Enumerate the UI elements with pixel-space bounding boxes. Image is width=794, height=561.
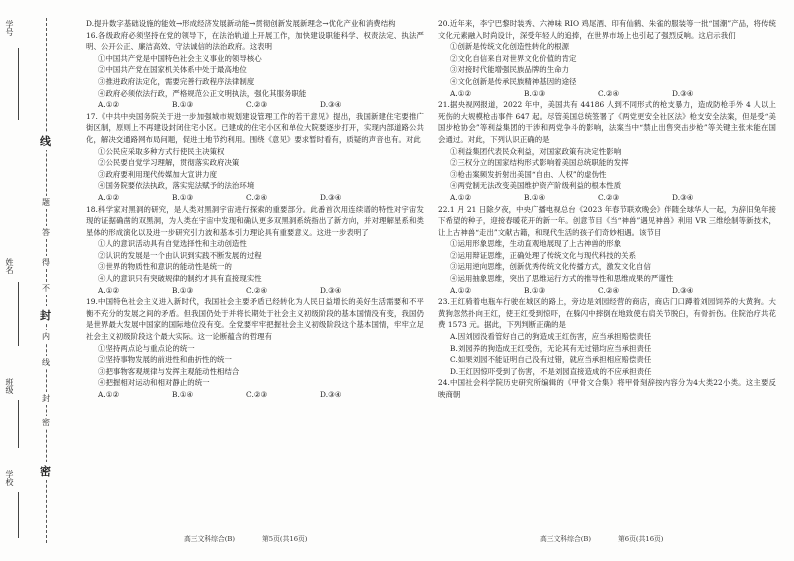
seal-word: 不 bbox=[42, 284, 50, 293]
answer-choice[interactable]: B.①④ bbox=[524, 192, 546, 202]
answer-choice[interactable]: D.③④ bbox=[320, 285, 342, 295]
answer-choice[interactable]: B.①③ bbox=[172, 192, 194, 202]
statement-option: ①坚持两点论与重点论的统一 bbox=[98, 343, 195, 353]
question-text: 24.中国社会科学院历史研究所编辑的《甲骨文合集》将甲骨刻辞按内容分为4大类22小类。这主要反映商朝 bbox=[438, 378, 776, 399]
statement-option: ③枪击案频发折射出美国“自由、人权”的虚伪性 bbox=[450, 169, 607, 179]
statement-option: ①利益集团代表民众利益，对国家政策有决定性影响 bbox=[450, 146, 622, 156]
answer-choice[interactable]: C.②③ bbox=[246, 390, 268, 399]
statement-option: B.刘园养的狗造成王红受伤，无论其有无过错均应当承担责任 bbox=[450, 343, 652, 353]
statement-option: ②公民要自觉学习理解，贯彻落实政府决策 bbox=[98, 158, 240, 168]
statement-option: ②文化自信来自对世界文化价值的肯定 bbox=[450, 53, 577, 63]
answer-choices bbox=[438, 192, 776, 204]
name-label: 姓名 bbox=[5, 258, 14, 274]
statement-option: ①人的意识活动具有自觉选择性和主动创造性 bbox=[98, 239, 247, 249]
answer-choice[interactable]: B.①③ bbox=[172, 285, 194, 295]
answer-choice[interactable]: D.③④ bbox=[672, 88, 694, 98]
answer-choices bbox=[86, 389, 424, 401]
answer-choice[interactable]: D.③④ bbox=[672, 285, 694, 295]
answer-choice[interactable]: C.②③ bbox=[598, 192, 620, 202]
answer-choices bbox=[86, 99, 424, 111]
seal-word: 封 bbox=[42, 394, 50, 403]
answer-choice[interactable]: C.②④ bbox=[598, 285, 620, 295]
answer-choices bbox=[86, 285, 424, 297]
statement-option: ④把握相对运动和相对静止的统一 bbox=[98, 378, 210, 388]
school-blank[interactable] bbox=[18, 492, 19, 538]
seal-word: 内 bbox=[42, 332, 50, 341]
answer-choice[interactable]: A.①② bbox=[450, 192, 472, 202]
answer-choices bbox=[438, 285, 776, 297]
answer-choice[interactable]: A.①② bbox=[98, 192, 120, 202]
seal-word: 得 bbox=[42, 258, 50, 267]
answer-choice[interactable]: D.③④ bbox=[672, 192, 694, 202]
question-text: 22.1 月 21 日除夕夜，中央广播电视总台《2023 年春节联欢晚会》伴随全球华人一起，为辞旧兔年接下希望的种子，迎接春暖花开的新一年。创意节目《当“神兽”遇见神兽》利用 VR 三维绘制等新技术，让上古神兽“走出”文献古籍，和现代生活的孩子们奇妙相遇。该节目 bbox=[438, 204, 776, 237]
answer-choice[interactable]: A.①② bbox=[98, 100, 120, 110]
statement-option: ④两党制无法改变美国维护资产阶级利益的根本性质 bbox=[450, 181, 622, 191]
seal-word: 线 bbox=[42, 358, 50, 367]
statement-option: ②坚持事物发展的前进性和曲折性的统一 bbox=[98, 355, 232, 365]
footer-left-subject: 高三文科综合(B) bbox=[184, 535, 236, 543]
statement-option: ③把事物客观规律与发挥主观能动性相结合 bbox=[98, 366, 240, 376]
statement-option: D.王红因惊吓受到了伤害，不是刘园直接造成的不应承担责任 bbox=[450, 366, 652, 376]
statement-option: ②三权分立的国家结构形式影响着美国总统职能的发挥 bbox=[450, 158, 629, 168]
question-text: 19.中国特色社会主义进入新时代，我国社会主要矛盾已经转化为人民日益增长的美好生活需要和不平衡不充分的发展之间的矛盾。但我国仍处于并将长期处于社会主义初级阶段的基本国情没有变，我国仍是世界最大发展中国家的国际地位没有变。全党要牢牢把握社会主义初级阶段这个基本国情，牢牢立足社会主义初级阶段这个最大实际。这一论断蕴含的哲理有 bbox=[86, 297, 424, 342]
statement-option: ④政府必须依法行政，严格规范公正文明执法，强化其服务职能 bbox=[98, 88, 307, 98]
answer-choice[interactable]: D.③④ bbox=[320, 390, 342, 399]
answer-choice[interactable]: A.①② bbox=[450, 88, 472, 98]
statement-option: ②认识的发展是一个由认识到实践不断发展的过程 bbox=[98, 250, 262, 260]
answer-choice[interactable]: B.①③ bbox=[172, 100, 194, 110]
question-text: 20.近年来，李宁巴黎时装秀、六神味 RIO 鸡尾酒、印有仙鹤、朱雀的服装等一批“国潮”产品，将传统文化元素融入时尚设计，深受年轻人的追捧，在世界市场上也引起了强烈反响。这启示我们 bbox=[438, 19, 776, 40]
statement-option: ①运用形象思维，生动直观地展现了上古神兽的形象 bbox=[450, 239, 622, 249]
answer-choice[interactable]: A.①② bbox=[98, 285, 120, 295]
answer-choice[interactable]: C.②③ bbox=[246, 100, 268, 110]
answer-choice[interactable]: A.①② bbox=[98, 390, 120, 399]
school-label: 学校 bbox=[5, 470, 14, 486]
answer-choices bbox=[438, 88, 776, 100]
statement-option: ③对接时代能增强民族品牌的生命力 bbox=[450, 65, 570, 75]
question-text: 23.王红骑着电瓶车行驶在城区的路上，旁边是刘园经营的商店，商店门口蹲着刘园饲养的大黄狗。大黄狗忽然扑向王红，使王红受到惊吓，在躲闪中摔倒在地致使右肩关节脱臼，有骨折伤。住院治疗共花费 1573 元。据此，下列判断正确的是 bbox=[438, 297, 776, 330]
seal-word: 题 bbox=[42, 198, 50, 207]
statement-option: A.因刘园没看管好自己的狗造成王红伤害，应当承担赔偿责任 bbox=[450, 332, 652, 342]
answer-choices bbox=[86, 192, 424, 204]
student-number-label: 学号 bbox=[5, 20, 14, 36]
footer-right-page: 第6页(共16页) bbox=[618, 535, 664, 543]
seal-word: 密 bbox=[42, 418, 50, 427]
seal-mark-bottom: 密 bbox=[40, 462, 51, 480]
statement-option: ①创新是传统文化创造性转化的根源 bbox=[450, 42, 570, 52]
page-6-column bbox=[438, 18, 776, 518]
class-blank[interactable] bbox=[18, 400, 19, 448]
question-text: 18.科学家对黑洞的研究，是人类对黑洞宇宙进行探索的重要部分。此番首次用连续谱的特性对宇宙发现的证据确凿的双黑洞，为人类在宇宙中发现和确认更多双黑洞系统指出了新方向，并对理解星系和类星体的形成演化以及进一步研究引力波和基本引力理论具有重要意义。这进一步表明了 bbox=[86, 204, 424, 237]
answer-choice[interactable]: C.②④ bbox=[598, 88, 620, 98]
statement-option: ①公民应采取多种方式行使民主决策权 bbox=[98, 146, 225, 156]
question-text: 21.据央视网报道，2022 年中，美国共有 44186 人到不同形式的枪支暴力，造成防枪手外 4 人以上死伤的大规模枪击事件 647 起。尽管美国总统签署了《两党更安全社区法》枪支安全法案，但是受“美国步枪协会”等利益集团的干涉和两党争斗的影响，法案当中“禁止出售突击步枪”等关键主张未能在国会通过。对此，下列认识正确的是 bbox=[438, 100, 776, 144]
statement-option: ④国务院要依法执政，落实宪法赋予的法治环境 bbox=[98, 181, 255, 191]
statement-option: ③世界的物质性和意识的能动性是统一的 bbox=[98, 262, 232, 272]
answer-choice[interactable]: D.③④ bbox=[320, 192, 342, 202]
class-label: 班级 bbox=[5, 378, 14, 394]
name-blank[interactable] bbox=[18, 282, 19, 346]
statement-option: ④运用抽象思维，突出了思维运行方式的推导性和思维成果的严谨性 bbox=[450, 274, 674, 284]
answer-choice[interactable]: D.③④ bbox=[320, 100, 342, 110]
answer-choice[interactable]: B.①④ bbox=[172, 390, 194, 399]
answer-choice[interactable]: C.②④ bbox=[246, 285, 268, 295]
question-text: D.提升数字基础设施的能效→形成经济发展新动能→贯彻创新发展新理念→优化产业和消费结构 bbox=[86, 19, 396, 28]
seal-mark-top: 线 bbox=[40, 132, 51, 150]
question-text: 16.各级政府必须坚持在党的领导下，在法治轨道上开展工作，加快建设职能科学、权责法定、执法严明、公开公正、廉洁高效、守法诚信的法治政府。这表明 bbox=[86, 30, 424, 52]
answer-choice[interactable]: C.②④ bbox=[246, 192, 268, 202]
statement-option: ③推进政府法定化，需要完善行政程序法律制度 bbox=[98, 76, 255, 86]
statement-option: ④人的意识只有突破规律的制约才具有直接现实性 bbox=[98, 274, 262, 284]
statement-option: C.如果刘园不能证明自己没有过错，就应当承担相应赔偿责任 bbox=[450, 355, 652, 365]
statement-option: ②中国共产党在国家机关体系中处于最高地位 bbox=[98, 65, 247, 75]
statement-option: ②运用辩证思维，正确处理了传统文化与现代科技的关系 bbox=[450, 250, 637, 260]
statement-option: ④文化创新是传承民族精神基因的途径 bbox=[450, 76, 577, 86]
seal-mark-middle: 封 bbox=[40, 306, 51, 324]
answer-choice[interactable]: A.①② bbox=[450, 285, 472, 295]
seal-word: 答 bbox=[42, 228, 50, 237]
footer-right-subject: 高三文科综合(B) bbox=[540, 535, 592, 543]
statement-option: ③运用逆向思维，创新优秀传统文化传播方式，激发文化自信 bbox=[450, 262, 651, 272]
answer-choice[interactable]: B.①③ bbox=[524, 285, 546, 295]
student-number-blank[interactable] bbox=[18, 48, 19, 120]
page-5-column bbox=[86, 18, 424, 518]
answer-choice[interactable]: B.①③ bbox=[524, 88, 546, 98]
binding-gutter bbox=[0, 0, 70, 561]
statement-option: ①中国共产党是中国特色社会主义事业的领导核心 bbox=[98, 53, 262, 63]
question-text: 17.《中共中央国务院关于进一步加强城市规划建设管理工作的若干意见》提出，我国新建住宅要推广街区制，原则上不再建设封闭住宅小区。已建成的住宅小区和单位大院要逐步打开，实现内部道路公共化，解决交通路网布局问题，促进土地节约利用。围绕《意见》要求暂时看有，质疑的声音也有。对此 bbox=[86, 111, 424, 144]
footer-left-page: 第5页(共16页) bbox=[262, 535, 308, 543]
statement-option: ③政府要利用现代传媒加大宣讲力度 bbox=[98, 169, 218, 179]
